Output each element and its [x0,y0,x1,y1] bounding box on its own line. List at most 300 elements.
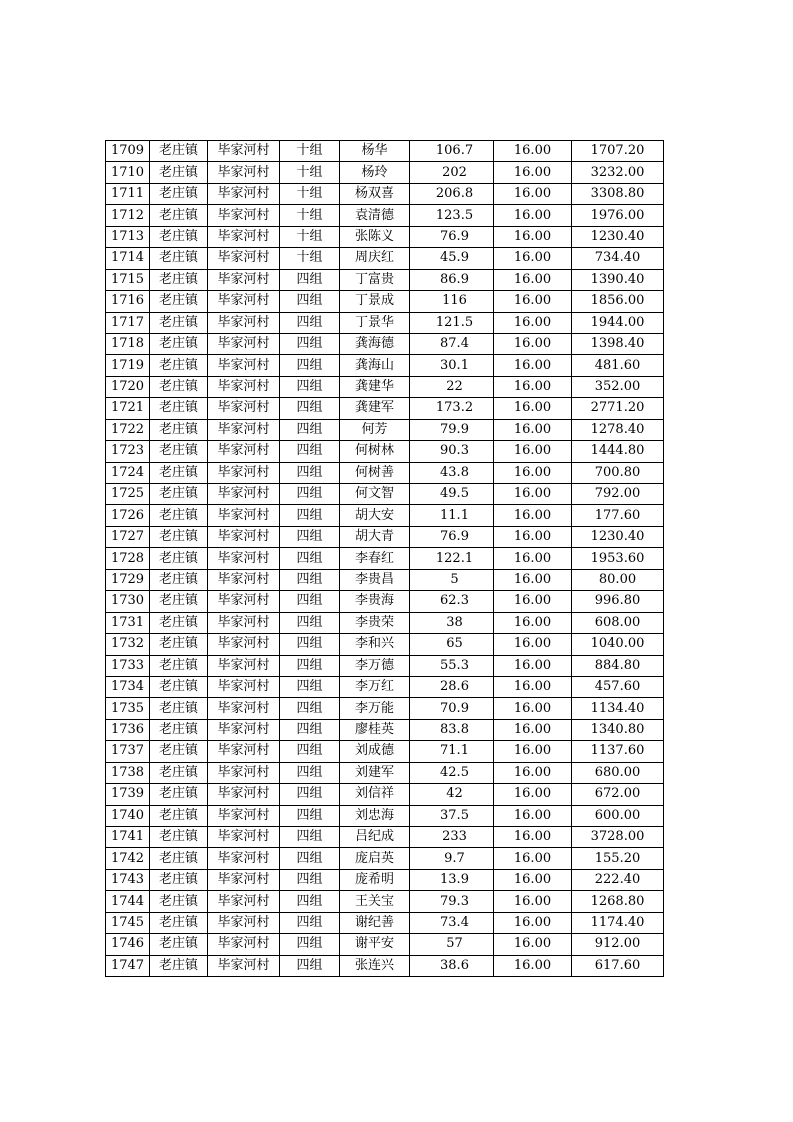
group-cell: 十组 [280,205,340,226]
town-cell: 老庄镇 [150,312,208,333]
village-cell: 毕家河村 [208,526,280,547]
row-index: 1731 [106,612,150,633]
table-row [106,934,664,955]
table-row [106,269,664,290]
amount-cell: 3728.00 [572,827,664,848]
table-row [106,591,664,612]
row-index: 1741 [106,827,150,848]
name-cell: 廖桂英 [340,719,410,740]
table-body [106,141,664,977]
amount-cell: 1953.60 [572,548,664,569]
name-cell: 龚建军 [340,398,410,419]
area-cell: 43.8 [410,462,494,483]
table-row [106,912,664,933]
area-cell: 57 [410,934,494,955]
village-cell: 毕家河村 [208,655,280,676]
village-cell: 毕家河村 [208,505,280,526]
village-cell: 毕家河村 [208,419,280,440]
name-cell: 龚海德 [340,333,410,354]
town-cell: 老庄镇 [150,869,208,890]
town-cell: 老庄镇 [150,376,208,397]
name-cell: 周庆红 [340,248,410,269]
town-cell: 老庄镇 [150,784,208,805]
group-cell: 四组 [280,312,340,333]
village-cell: 毕家河村 [208,591,280,612]
row-index: 1711 [106,183,150,204]
name-cell: 丁景成 [340,291,410,312]
table-row [106,183,664,204]
area-cell: 83.8 [410,719,494,740]
name-cell: 丁富贵 [340,269,410,290]
area-cell: 122.1 [410,548,494,569]
amount-cell: 2771.20 [572,398,664,419]
row-index: 1727 [106,526,150,547]
amount-cell: 1230.40 [572,526,664,547]
area-cell: 70.9 [410,698,494,719]
table-row [106,848,664,869]
rate-cell: 16.00 [494,505,572,526]
town-cell: 老庄镇 [150,698,208,719]
group-cell: 四组 [280,719,340,740]
row-index: 1717 [106,312,150,333]
town-cell: 老庄镇 [150,827,208,848]
town-cell: 老庄镇 [150,398,208,419]
group-cell: 四组 [280,827,340,848]
row-index: 1726 [106,505,150,526]
area-cell: 173.2 [410,398,494,419]
row-index: 1732 [106,634,150,655]
group-cell: 四组 [280,612,340,633]
table-row [106,141,664,162]
name-cell: 李贵昌 [340,569,410,590]
table-row [106,441,664,462]
town-cell: 老庄镇 [150,333,208,354]
group-cell: 十组 [280,183,340,204]
area-cell: 45.9 [410,248,494,269]
town-cell: 老庄镇 [150,912,208,933]
rate-cell: 16.00 [494,205,572,226]
group-cell: 十组 [280,226,340,247]
row-index: 1721 [106,398,150,419]
town-cell: 老庄镇 [150,248,208,269]
row-index: 1729 [106,569,150,590]
area-cell: 90.3 [410,441,494,462]
town-cell: 老庄镇 [150,762,208,783]
area-cell: 38.6 [410,955,494,976]
town-cell: 老庄镇 [150,676,208,697]
row-index: 1733 [106,655,150,676]
name-cell: 刘成德 [340,741,410,762]
rate-cell: 16.00 [494,805,572,826]
village-cell: 毕家河村 [208,869,280,890]
group-cell: 四组 [280,848,340,869]
table-row [106,676,664,697]
group-cell: 四组 [280,269,340,290]
amount-cell: 996.80 [572,591,664,612]
rate-cell: 16.00 [494,355,572,376]
area-cell: 62.3 [410,591,494,612]
row-index: 1738 [106,762,150,783]
table-row [106,869,664,890]
amount-cell: 1856.00 [572,291,664,312]
rate-cell: 16.00 [494,462,572,483]
village-cell: 毕家河村 [208,634,280,655]
rate-cell: 16.00 [494,784,572,805]
name-cell: 龚建华 [340,376,410,397]
amount-cell: 1976.00 [572,205,664,226]
amount-cell: 1040.00 [572,634,664,655]
group-cell: 四组 [280,891,340,912]
village-cell: 毕家河村 [208,162,280,183]
village-cell: 毕家河村 [208,333,280,354]
table-row [106,162,664,183]
row-index: 1744 [106,891,150,912]
group-cell: 四组 [280,634,340,655]
group-cell: 四组 [280,376,340,397]
amount-cell: 80.00 [572,569,664,590]
amount-cell: 1398.40 [572,333,664,354]
group-cell: 四组 [280,484,340,505]
table-row [106,462,664,483]
group-cell: 四组 [280,869,340,890]
town-cell: 老庄镇 [150,526,208,547]
row-index: 1712 [106,205,150,226]
table-row [106,355,664,376]
village-cell: 毕家河村 [208,676,280,697]
row-index: 1745 [106,912,150,933]
village-cell: 毕家河村 [208,762,280,783]
amount-cell: 1137.60 [572,741,664,762]
table-row [106,698,664,719]
town-cell: 老庄镇 [150,419,208,440]
village-cell: 毕家河村 [208,441,280,462]
town-cell: 老庄镇 [150,655,208,676]
table-row [106,205,664,226]
amount-cell: 155.20 [572,848,664,869]
row-index: 1710 [106,162,150,183]
row-index: 1734 [106,676,150,697]
amount-cell: 734.40 [572,248,664,269]
group-cell: 四组 [280,741,340,762]
amount-cell: 600.00 [572,805,664,826]
area-cell: 71.1 [410,741,494,762]
amount-cell: 3308.80 [572,183,664,204]
name-cell: 吕纪成 [340,827,410,848]
area-cell: 87.4 [410,333,494,354]
group-cell: 十组 [280,162,340,183]
town-cell: 老庄镇 [150,719,208,740]
row-index: 1715 [106,269,150,290]
table-row [106,612,664,633]
amount-cell: 481.60 [572,355,664,376]
rate-cell: 16.00 [494,848,572,869]
name-cell: 龚海山 [340,355,410,376]
name-cell: 李万能 [340,698,410,719]
town-cell: 老庄镇 [150,934,208,955]
town-cell: 老庄镇 [150,291,208,312]
area-cell: 55.3 [410,655,494,676]
rate-cell: 16.00 [494,612,572,633]
village-cell: 毕家河村 [208,805,280,826]
row-index: 1720 [106,376,150,397]
area-cell: 86.9 [410,269,494,290]
name-cell: 何文智 [340,484,410,505]
area-cell: 106.7 [410,141,494,162]
row-index: 1740 [106,805,150,826]
group-cell: 四组 [280,762,340,783]
village-cell: 毕家河村 [208,698,280,719]
amount-cell: 1340.80 [572,719,664,740]
group-cell: 四组 [280,462,340,483]
table-row [106,291,664,312]
area-cell: 5 [410,569,494,590]
amount-cell: 1390.40 [572,269,664,290]
group-cell: 四组 [280,398,340,419]
village-cell: 毕家河村 [208,226,280,247]
name-cell: 庞希明 [340,869,410,890]
town-cell: 老庄镇 [150,612,208,633]
row-index: 1714 [106,248,150,269]
name-cell: 张连兴 [340,955,410,976]
table-row [106,762,664,783]
name-cell: 李万红 [340,676,410,697]
group-cell: 四组 [280,569,340,590]
table-row [106,248,664,269]
amount-cell: 700.80 [572,462,664,483]
table-row [106,376,664,397]
area-cell: 42 [410,784,494,805]
name-cell: 李贵荣 [340,612,410,633]
table-row [106,398,664,419]
table-row [106,891,664,912]
area-cell: 123.5 [410,205,494,226]
rate-cell: 16.00 [494,934,572,955]
rate-cell: 16.00 [494,591,572,612]
amount-cell: 1230.40 [572,226,664,247]
area-cell: 76.9 [410,526,494,547]
village-cell: 毕家河村 [208,912,280,933]
rate-cell: 16.00 [494,676,572,697]
table-row [106,955,664,976]
name-cell: 刘信祥 [340,784,410,805]
row-index: 1725 [106,484,150,505]
town-cell: 老庄镇 [150,955,208,976]
table-row [106,419,664,440]
area-cell: 28.6 [410,676,494,697]
village-cell: 毕家河村 [208,784,280,805]
rate-cell: 16.00 [494,484,572,505]
name-cell: 王关宝 [340,891,410,912]
area-cell: 38 [410,612,494,633]
group-cell: 四组 [280,441,340,462]
village-cell: 毕家河村 [208,612,280,633]
table-row [106,827,664,848]
town-cell: 老庄镇 [150,141,208,162]
area-cell: 9.7 [410,848,494,869]
area-cell: 65 [410,634,494,655]
group-cell: 四组 [280,784,340,805]
group-cell: 四组 [280,355,340,376]
area-cell: 30.1 [410,355,494,376]
amount-cell: 1944.00 [572,312,664,333]
amount-cell: 222.40 [572,869,664,890]
area-cell: 37.5 [410,805,494,826]
group-cell: 十组 [280,141,340,162]
row-index: 1742 [106,848,150,869]
rate-cell: 16.00 [494,333,572,354]
rate-cell: 16.00 [494,269,572,290]
name-cell: 何树善 [340,462,410,483]
amount-cell: 1707.20 [572,141,664,162]
village-cell: 毕家河村 [208,355,280,376]
table-row [106,226,664,247]
village-cell: 毕家河村 [208,398,280,419]
area-cell: 116 [410,291,494,312]
village-cell: 毕家河村 [208,376,280,397]
amount-cell: 680.00 [572,762,664,783]
row-index: 1747 [106,955,150,976]
town-cell: 老庄镇 [150,741,208,762]
amount-cell: 3232.00 [572,162,664,183]
subsidy-table [105,140,664,977]
group-cell: 四组 [280,526,340,547]
village-cell: 毕家河村 [208,248,280,269]
area-cell: 13.9 [410,869,494,890]
group-cell: 四组 [280,505,340,526]
village-cell: 毕家河村 [208,291,280,312]
name-cell: 胡大青 [340,526,410,547]
area-cell: 22 [410,376,494,397]
amount-cell: 672.00 [572,784,664,805]
row-index: 1719 [106,355,150,376]
group-cell: 四组 [280,591,340,612]
row-index: 1718 [106,333,150,354]
table-row [106,805,664,826]
table-row [106,784,664,805]
row-index: 1737 [106,741,150,762]
town-cell: 老庄镇 [150,634,208,655]
table-row [106,634,664,655]
rate-cell: 16.00 [494,634,572,655]
table-row [106,719,664,740]
name-cell: 袁清德 [340,205,410,226]
name-cell: 李和兴 [340,634,410,655]
amount-cell: 1444.80 [572,441,664,462]
village-cell: 毕家河村 [208,484,280,505]
area-cell: 206.8 [410,183,494,204]
rate-cell: 16.00 [494,226,572,247]
table-row [106,312,664,333]
row-index: 1716 [106,291,150,312]
name-cell: 张陈义 [340,226,410,247]
town-cell: 老庄镇 [150,891,208,912]
rate-cell: 16.00 [494,891,572,912]
village-cell: 毕家河村 [208,569,280,590]
row-index: 1730 [106,591,150,612]
name-cell: 何树林 [340,441,410,462]
amount-cell: 1268.80 [572,891,664,912]
town-cell: 老庄镇 [150,162,208,183]
rate-cell: 16.00 [494,869,572,890]
amount-cell: 1134.40 [572,698,664,719]
rate-cell: 16.00 [494,548,572,569]
row-index: 1724 [106,462,150,483]
group-cell: 四组 [280,419,340,440]
rate-cell: 16.00 [494,955,572,976]
name-cell: 刘忠海 [340,805,410,826]
name-cell: 杨双喜 [340,183,410,204]
rate-cell: 16.00 [494,827,572,848]
row-index: 1746 [106,934,150,955]
row-index: 1739 [106,784,150,805]
row-index: 1722 [106,419,150,440]
table-row [106,333,664,354]
rate-cell: 16.00 [494,569,572,590]
town-cell: 老庄镇 [150,205,208,226]
name-cell: 丁景华 [340,312,410,333]
table-row [106,548,664,569]
row-index: 1709 [106,141,150,162]
name-cell: 谢平安 [340,934,410,955]
table-row [106,569,664,590]
name-cell: 李贵海 [340,591,410,612]
group-cell: 四组 [280,912,340,933]
area-cell: 42.5 [410,762,494,783]
row-index: 1735 [106,698,150,719]
area-cell: 79.3 [410,891,494,912]
table-row [106,741,664,762]
village-cell: 毕家河村 [208,848,280,869]
area-cell: 79.9 [410,419,494,440]
village-cell: 毕家河村 [208,741,280,762]
amount-cell: 792.00 [572,484,664,505]
name-cell: 刘建军 [340,762,410,783]
village-cell: 毕家河村 [208,312,280,333]
name-cell: 胡大安 [340,505,410,526]
village-cell: 毕家河村 [208,269,280,290]
town-cell: 老庄镇 [150,569,208,590]
rate-cell: 16.00 [494,183,572,204]
rate-cell: 16.00 [494,719,572,740]
row-index: 1713 [106,226,150,247]
rate-cell: 16.00 [494,376,572,397]
row-index: 1723 [106,441,150,462]
rate-cell: 16.00 [494,312,572,333]
rate-cell: 16.00 [494,655,572,676]
rate-cell: 16.00 [494,526,572,547]
amount-cell: 884.80 [572,655,664,676]
group-cell: 十组 [280,248,340,269]
amount-cell: 457.60 [572,676,664,697]
group-cell: 四组 [280,934,340,955]
table-row [106,505,664,526]
amount-cell: 617.60 [572,955,664,976]
town-cell: 老庄镇 [150,548,208,569]
name-cell: 杨玲 [340,162,410,183]
rate-cell: 16.00 [494,698,572,719]
name-cell: 杨华 [340,141,410,162]
village-cell: 毕家河村 [208,205,280,226]
town-cell: 老庄镇 [150,462,208,483]
village-cell: 毕家河村 [208,891,280,912]
amount-cell: 177.60 [572,505,664,526]
name-cell: 谢纪善 [340,912,410,933]
town-cell: 老庄镇 [150,505,208,526]
town-cell: 老庄镇 [150,848,208,869]
rate-cell: 16.00 [494,291,572,312]
rate-cell: 16.00 [494,141,572,162]
row-index: 1728 [106,548,150,569]
